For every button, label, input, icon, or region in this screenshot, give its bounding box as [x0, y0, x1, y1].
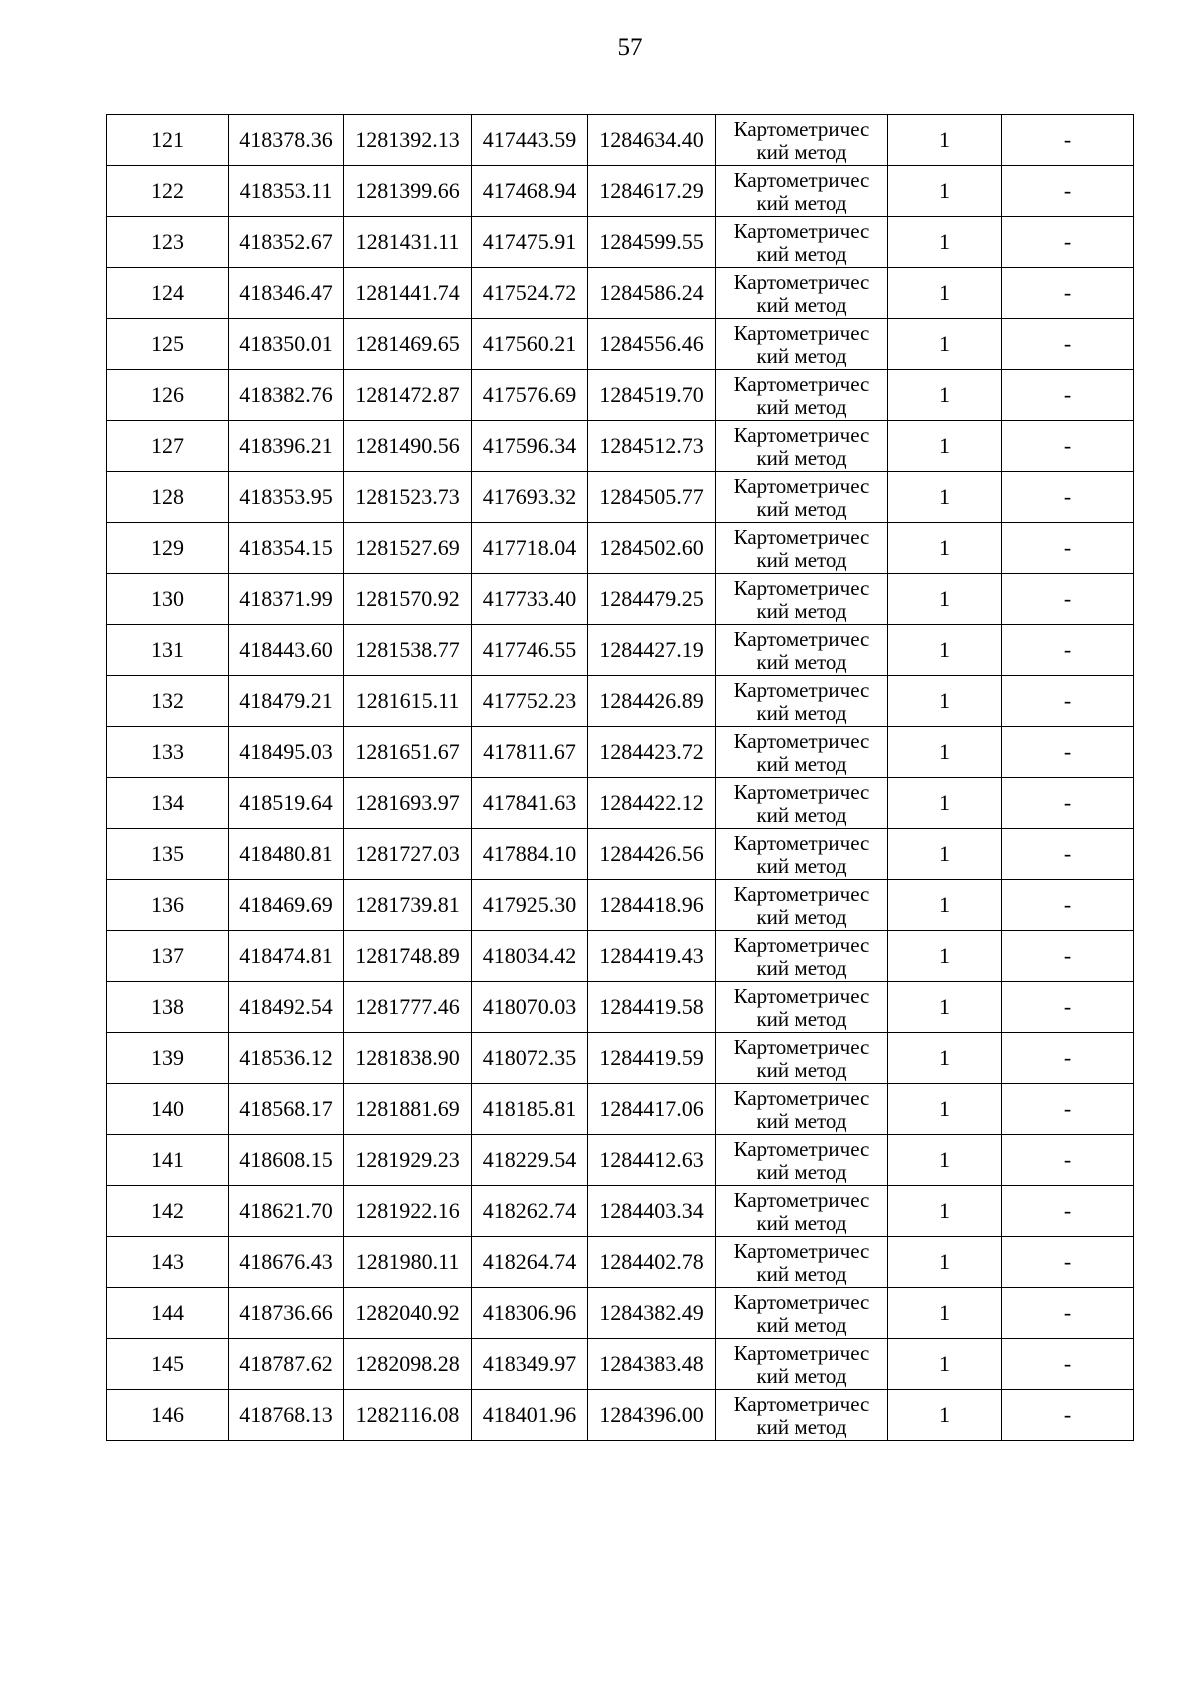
y-existing-cell: 1282116.08	[344, 1390, 472, 1441]
table-row	[107, 574, 1134, 625]
method-cell	[716, 931, 888, 982]
accuracy-cell: 1	[888, 727, 1002, 778]
x-new-cell: 417746.55	[472, 625, 588, 676]
method-line-2: кий метод	[756, 344, 847, 368]
method-line-1: Картометричес	[733, 270, 870, 294]
method-cell	[716, 217, 888, 268]
point-number-cell: 138	[107, 982, 229, 1033]
x-existing-cell: 418354.15	[229, 523, 344, 574]
x-existing-cell: 418474.81	[229, 931, 344, 982]
table-row	[107, 472, 1134, 523]
method-line-2: кий метод	[756, 548, 847, 572]
method-line-1: Картометричес	[733, 933, 870, 957]
x-existing-cell: 418768.13	[229, 1390, 344, 1441]
method-cell	[716, 421, 888, 472]
y-new-cell: 1284617.29	[588, 166, 716, 217]
y-existing-cell: 1282040.92	[344, 1288, 472, 1339]
x-existing-cell: 418371.99	[229, 574, 344, 625]
method-line-2: кий метод	[756, 1364, 847, 1388]
x-new-cell: 418070.03	[472, 982, 588, 1033]
y-new-cell: 1284418.96	[588, 880, 716, 931]
accuracy-cell: 1	[888, 982, 1002, 1033]
method-line-2: кий метод	[756, 1058, 847, 1082]
method-cell	[716, 982, 888, 1033]
point-number-cell: 124	[107, 268, 229, 319]
x-existing-cell: 418736.66	[229, 1288, 344, 1339]
y-existing-cell: 1281399.66	[344, 166, 472, 217]
note-cell: -	[1002, 676, 1134, 727]
y-existing-cell: 1281693.97	[344, 778, 472, 829]
accuracy-cell: 1	[888, 217, 1002, 268]
table-row	[107, 370, 1134, 421]
point-number-cell: 146	[107, 1390, 229, 1441]
accuracy-cell: 1	[888, 166, 1002, 217]
x-new-cell: 417524.72	[472, 268, 588, 319]
note-cell: -	[1002, 166, 1134, 217]
method-cell	[716, 1033, 888, 1084]
method-line-2: кий метод	[756, 1415, 847, 1439]
x-new-cell: 418034.42	[472, 931, 588, 982]
x-existing-cell: 418382.76	[229, 370, 344, 421]
x-new-cell: 417752.23	[472, 676, 588, 727]
note-cell: -	[1002, 115, 1134, 166]
method-line-1: Картометричес	[733, 1341, 870, 1365]
method-line-1: Картометричес	[733, 168, 870, 192]
note-cell: -	[1002, 931, 1134, 982]
accuracy-cell: 1	[888, 1237, 1002, 1288]
method-line-1: Картометричес	[733, 117, 870, 141]
page-number: 57	[617, 34, 643, 61]
method-cell	[716, 1288, 888, 1339]
table-row	[107, 931, 1134, 982]
method-line-1: Картометричес	[733, 474, 870, 498]
x-new-cell: 417475.91	[472, 217, 588, 268]
table-row	[107, 1033, 1134, 1084]
method-line-2: кий метод	[756, 803, 847, 827]
x-existing-cell: 418519.64	[229, 778, 344, 829]
x-new-cell: 417560.21	[472, 319, 588, 370]
method-line-2: кий метод	[756, 956, 847, 980]
x-new-cell: 417576.69	[472, 370, 588, 421]
y-new-cell: 1284502.60	[588, 523, 716, 574]
x-new-cell: 418349.97	[472, 1339, 588, 1390]
x-existing-cell: 418676.43	[229, 1237, 344, 1288]
y-existing-cell: 1281748.89	[344, 931, 472, 982]
table-row	[107, 625, 1134, 676]
accuracy-cell: 1	[888, 1288, 1002, 1339]
y-new-cell: 1284417.06	[588, 1084, 716, 1135]
method-line-2: кий метод	[756, 1160, 847, 1184]
table-row	[107, 676, 1134, 727]
method-cell	[716, 268, 888, 319]
method-line-1: Картометричес	[733, 1137, 870, 1161]
method-line-2: кий метод	[756, 1211, 847, 1235]
x-existing-cell: 418353.11	[229, 166, 344, 217]
x-new-cell: 417811.67	[472, 727, 588, 778]
y-new-cell: 1284426.56	[588, 829, 716, 880]
method-line-1: Картометричес	[733, 729, 870, 753]
y-existing-cell: 1281922.16	[344, 1186, 472, 1237]
x-existing-cell: 418396.21	[229, 421, 344, 472]
accuracy-cell: 1	[888, 1135, 1002, 1186]
method-cell	[716, 523, 888, 574]
method-line-2: кий метод	[756, 497, 847, 521]
accuracy-cell: 1	[888, 268, 1002, 319]
y-new-cell: 1284599.55	[588, 217, 716, 268]
y-existing-cell: 1281570.92	[344, 574, 472, 625]
x-new-cell: 418264.74	[472, 1237, 588, 1288]
x-new-cell: 418185.81	[472, 1084, 588, 1135]
accuracy-cell: 1	[888, 319, 1002, 370]
method-line-2: кий метод	[756, 1262, 847, 1286]
x-existing-cell: 418479.21	[229, 676, 344, 727]
method-line-1: Картометричес	[733, 1188, 870, 1212]
point-number-cell: 128	[107, 472, 229, 523]
y-existing-cell: 1281980.11	[344, 1237, 472, 1288]
note-cell: -	[1002, 778, 1134, 829]
method-cell	[716, 1339, 888, 1390]
method-line-2: кий метод	[756, 599, 847, 623]
y-existing-cell: 1282098.28	[344, 1339, 472, 1390]
y-existing-cell: 1281838.90	[344, 1033, 472, 1084]
note-cell: -	[1002, 217, 1134, 268]
method-line-1: Картометричес	[733, 525, 870, 549]
y-new-cell: 1284423.72	[588, 727, 716, 778]
method-line-2: кий метод	[756, 1313, 847, 1337]
method-line-1: Картометричес	[733, 1035, 870, 1059]
method-line-2: кий метод	[756, 905, 847, 929]
table-row	[107, 1135, 1134, 1186]
point-number-cell: 121	[107, 115, 229, 166]
note-cell: -	[1002, 880, 1134, 931]
point-number-cell: 141	[107, 1135, 229, 1186]
x-new-cell: 417841.63	[472, 778, 588, 829]
y-existing-cell: 1281881.69	[344, 1084, 472, 1135]
note-cell: -	[1002, 319, 1134, 370]
x-new-cell: 417468.94	[472, 166, 588, 217]
accuracy-cell: 1	[888, 115, 1002, 166]
x-existing-cell: 418536.12	[229, 1033, 344, 1084]
method-line-2: кий метод	[756, 752, 847, 776]
accuracy-cell: 1	[888, 778, 1002, 829]
point-number-cell: 123	[107, 217, 229, 268]
point-number-cell: 122	[107, 166, 229, 217]
method-line-1: Картометричес	[733, 831, 870, 855]
table-row	[107, 1237, 1134, 1288]
method-line-2: кий метод	[756, 854, 847, 878]
accuracy-cell: 1	[888, 1339, 1002, 1390]
method-cell	[716, 1186, 888, 1237]
method-line-2: кий метод	[756, 650, 847, 674]
method-line-1: Картометричес	[733, 882, 870, 906]
method-cell	[716, 115, 888, 166]
y-existing-cell: 1281527.69	[344, 523, 472, 574]
coordinates-table	[106, 114, 1134, 1441]
point-number-cell: 143	[107, 1237, 229, 1288]
point-number-cell: 139	[107, 1033, 229, 1084]
x-existing-cell: 418443.60	[229, 625, 344, 676]
accuracy-cell: 1	[888, 931, 1002, 982]
note-cell: -	[1002, 1084, 1134, 1135]
method-cell	[716, 370, 888, 421]
note-cell: -	[1002, 727, 1134, 778]
note-cell: -	[1002, 472, 1134, 523]
y-existing-cell: 1281651.67	[344, 727, 472, 778]
table-row	[107, 319, 1134, 370]
point-number-cell: 127	[107, 421, 229, 472]
y-existing-cell: 1281523.73	[344, 472, 472, 523]
y-existing-cell: 1281727.03	[344, 829, 472, 880]
point-number-cell: 134	[107, 778, 229, 829]
note-cell: -	[1002, 982, 1134, 1033]
method-line-1: Картометричес	[733, 219, 870, 243]
x-existing-cell: 418480.81	[229, 829, 344, 880]
method-line-1: Картометричес	[733, 576, 870, 600]
y-existing-cell: 1281538.77	[344, 625, 472, 676]
x-existing-cell: 418787.62	[229, 1339, 344, 1390]
method-cell	[716, 1237, 888, 1288]
method-cell	[716, 1390, 888, 1441]
table-row	[107, 1084, 1134, 1135]
y-existing-cell: 1281469.65	[344, 319, 472, 370]
y-new-cell: 1284403.34	[588, 1186, 716, 1237]
y-new-cell: 1284422.12	[588, 778, 716, 829]
note-cell: -	[1002, 1288, 1134, 1339]
y-existing-cell: 1281490.56	[344, 421, 472, 472]
x-existing-cell: 418353.95	[229, 472, 344, 523]
x-existing-cell: 418350.01	[229, 319, 344, 370]
x-new-cell: 417733.40	[472, 574, 588, 625]
note-cell: -	[1002, 523, 1134, 574]
method-cell	[716, 727, 888, 778]
accuracy-cell: 1	[888, 676, 1002, 727]
note-cell: -	[1002, 1033, 1134, 1084]
table-row	[107, 727, 1134, 778]
table-row	[107, 982, 1134, 1033]
method-cell	[716, 880, 888, 931]
table-row	[107, 166, 1134, 217]
table-row	[107, 880, 1134, 931]
y-new-cell: 1284427.19	[588, 625, 716, 676]
method-line-1: Картометричес	[733, 678, 870, 702]
x-existing-cell: 418568.17	[229, 1084, 344, 1135]
note-cell: -	[1002, 370, 1134, 421]
method-line-1: Картометричес	[733, 627, 870, 651]
method-cell	[716, 1084, 888, 1135]
note-cell: -	[1002, 1135, 1134, 1186]
y-new-cell: 1284426.89	[588, 676, 716, 727]
y-new-cell: 1284412.63	[588, 1135, 716, 1186]
point-number-cell: 126	[107, 370, 229, 421]
method-line-1: Картометричес	[733, 1086, 870, 1110]
note-cell: -	[1002, 829, 1134, 880]
note-cell: -	[1002, 574, 1134, 625]
table-row	[107, 1339, 1134, 1390]
accuracy-cell: 1	[888, 625, 1002, 676]
x-existing-cell: 418469.69	[229, 880, 344, 931]
table-row	[107, 523, 1134, 574]
note-cell: -	[1002, 1390, 1134, 1441]
accuracy-cell: 1	[888, 574, 1002, 625]
y-new-cell: 1284402.78	[588, 1237, 716, 1288]
method-cell	[716, 778, 888, 829]
method-cell	[716, 829, 888, 880]
accuracy-cell: 1	[888, 1186, 1002, 1237]
y-new-cell: 1284512.73	[588, 421, 716, 472]
accuracy-cell: 1	[888, 880, 1002, 931]
x-new-cell: 418306.96	[472, 1288, 588, 1339]
point-number-cell: 144	[107, 1288, 229, 1339]
y-new-cell: 1284479.25	[588, 574, 716, 625]
table-row	[107, 1390, 1134, 1441]
method-cell	[716, 472, 888, 523]
method-cell	[716, 1135, 888, 1186]
y-new-cell: 1284396.00	[588, 1390, 716, 1441]
point-number-cell: 142	[107, 1186, 229, 1237]
x-new-cell: 417693.32	[472, 472, 588, 523]
y-new-cell: 1284419.43	[588, 931, 716, 982]
y-existing-cell: 1281739.81	[344, 880, 472, 931]
x-existing-cell: 418495.03	[229, 727, 344, 778]
note-cell: -	[1002, 268, 1134, 319]
y-existing-cell: 1281929.23	[344, 1135, 472, 1186]
y-existing-cell: 1281392.13	[344, 115, 472, 166]
x-existing-cell: 418378.36	[229, 115, 344, 166]
table-row	[107, 115, 1134, 166]
y-existing-cell: 1281615.11	[344, 676, 472, 727]
method-line-2: кий метод	[756, 446, 847, 470]
method-cell	[716, 676, 888, 727]
y-new-cell: 1284505.77	[588, 472, 716, 523]
y-new-cell: 1284519.70	[588, 370, 716, 421]
x-existing-cell: 418352.67	[229, 217, 344, 268]
x-new-cell: 417884.10	[472, 829, 588, 880]
y-new-cell: 1284556.46	[588, 319, 716, 370]
x-existing-cell: 418492.54	[229, 982, 344, 1033]
x-existing-cell: 418608.15	[229, 1135, 344, 1186]
note-cell: -	[1002, 1186, 1134, 1237]
method-line-2: кий метод	[756, 242, 847, 266]
y-existing-cell: 1281441.74	[344, 268, 472, 319]
method-cell	[716, 574, 888, 625]
point-number-cell: 132	[107, 676, 229, 727]
accuracy-cell: 1	[888, 1033, 1002, 1084]
method-line-2: кий метод	[756, 293, 847, 317]
x-new-cell: 417443.59	[472, 115, 588, 166]
x-new-cell: 417925.30	[472, 880, 588, 931]
method-cell	[716, 166, 888, 217]
point-number-cell: 145	[107, 1339, 229, 1390]
method-line-1: Картометричес	[733, 423, 870, 447]
method-line-2: кий метод	[756, 395, 847, 419]
y-existing-cell: 1281472.87	[344, 370, 472, 421]
table-row	[107, 217, 1134, 268]
x-new-cell: 417718.04	[472, 523, 588, 574]
y-new-cell: 1284383.48	[588, 1339, 716, 1390]
x-new-cell: 417596.34	[472, 421, 588, 472]
point-number-cell: 133	[107, 727, 229, 778]
method-line-2: кий метод	[756, 140, 847, 164]
accuracy-cell: 1	[888, 472, 1002, 523]
table-row	[107, 268, 1134, 319]
x-existing-cell: 418621.70	[229, 1186, 344, 1237]
accuracy-cell: 1	[888, 370, 1002, 421]
x-existing-cell: 418346.47	[229, 268, 344, 319]
point-number-cell: 137	[107, 931, 229, 982]
point-number-cell: 130	[107, 574, 229, 625]
y-existing-cell: 1281777.46	[344, 982, 472, 1033]
point-number-cell: 136	[107, 880, 229, 931]
method-line-1: Картометричес	[733, 1392, 870, 1416]
table-row	[107, 421, 1134, 472]
note-cell: -	[1002, 1339, 1134, 1390]
method-line-2: кий метод	[756, 1109, 847, 1133]
point-number-cell: 140	[107, 1084, 229, 1135]
method-line-1: Картометричес	[733, 372, 870, 396]
table-row	[107, 1288, 1134, 1339]
table-row	[107, 829, 1134, 880]
table-row	[107, 778, 1134, 829]
y-new-cell: 1284419.58	[588, 982, 716, 1033]
method-line-1: Картометричес	[733, 1239, 870, 1263]
method-cell	[716, 319, 888, 370]
note-cell: -	[1002, 1237, 1134, 1288]
y-new-cell: 1284586.24	[588, 268, 716, 319]
x-new-cell: 418401.96	[472, 1390, 588, 1441]
note-cell: -	[1002, 625, 1134, 676]
method-line-1: Картометричес	[733, 1290, 870, 1314]
x-new-cell: 418262.74	[472, 1186, 588, 1237]
point-number-cell: 135	[107, 829, 229, 880]
accuracy-cell: 1	[888, 421, 1002, 472]
accuracy-cell: 1	[888, 1390, 1002, 1441]
point-number-cell: 131	[107, 625, 229, 676]
note-cell: -	[1002, 421, 1134, 472]
method-line-1: Картометричес	[733, 780, 870, 804]
method-line-2: кий метод	[756, 191, 847, 215]
method-line-2: кий метод	[756, 701, 847, 725]
accuracy-cell: 1	[888, 829, 1002, 880]
x-new-cell: 418229.54	[472, 1135, 588, 1186]
method-line-1: Картометричес	[733, 984, 870, 1008]
accuracy-cell: 1	[888, 1084, 1002, 1135]
method-cell	[716, 625, 888, 676]
point-number-cell: 125	[107, 319, 229, 370]
x-new-cell: 418072.35	[472, 1033, 588, 1084]
y-existing-cell: 1281431.11	[344, 217, 472, 268]
y-new-cell: 1284419.59	[588, 1033, 716, 1084]
y-new-cell: 1284382.49	[588, 1288, 716, 1339]
table-row	[107, 1186, 1134, 1237]
method-line-2: кий метод	[756, 1007, 847, 1031]
table-body	[107, 115, 1134, 1441]
method-line-1: Картометричес	[733, 321, 870, 345]
point-number-cell: 129	[107, 523, 229, 574]
accuracy-cell: 1	[888, 523, 1002, 574]
y-new-cell: 1284634.40	[588, 115, 716, 166]
